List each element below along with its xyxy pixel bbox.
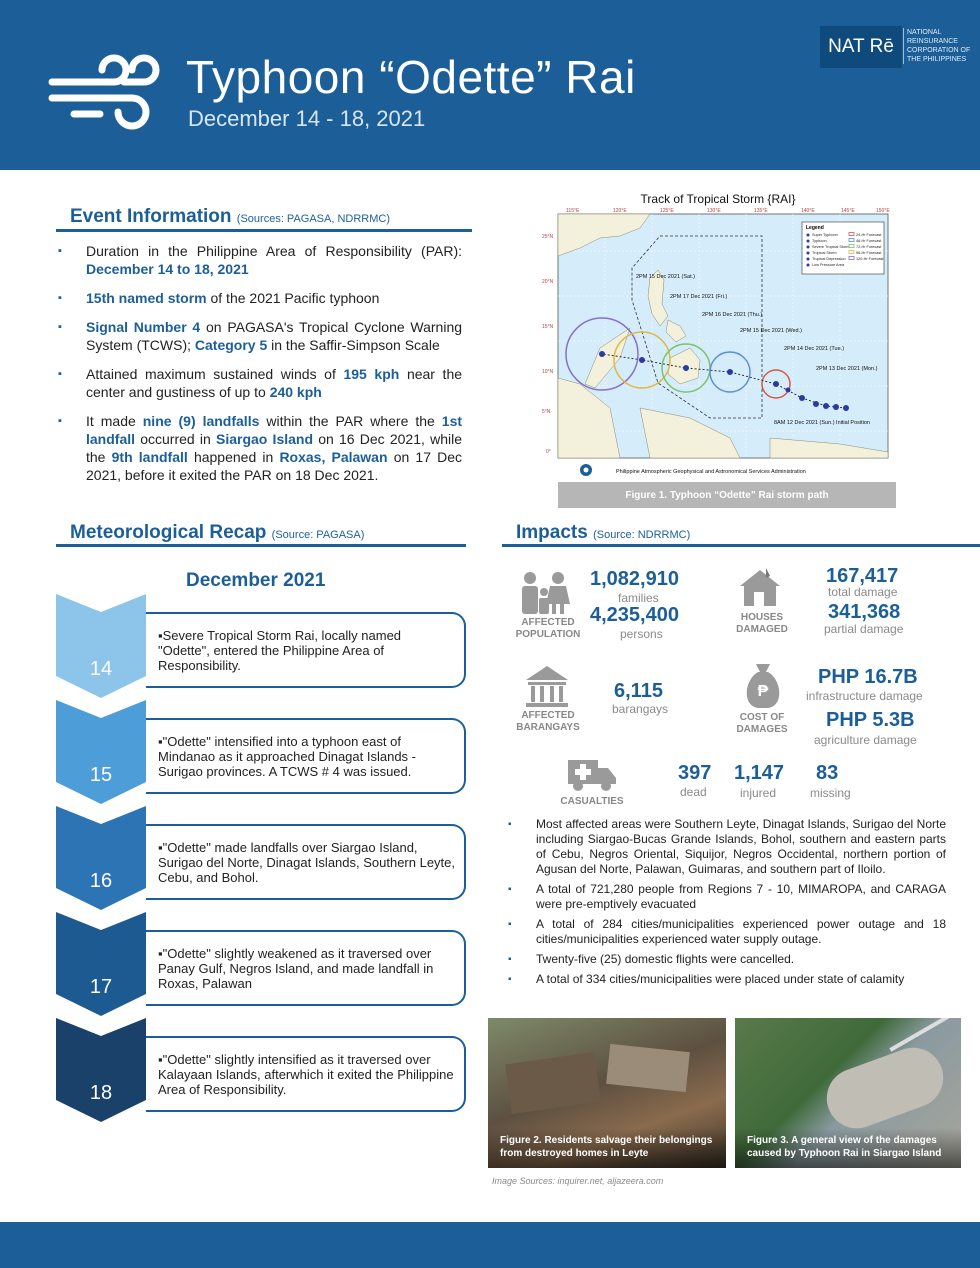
event-bullet-winds: ▪ Attained maximum sustained winds of 195 kph near the center and gustiness of up to 240 kph (58, 365, 462, 401)
persons-label: persons (620, 627, 663, 641)
timeline-entry-text: ▪"Odette" made landfalls over Siargao Island, Surigao del Norte, Dinagat Islands, Southern Leyte, Cebu, and Bohol. (146, 824, 466, 900)
map-credit: Philippine Atmospheric Geophysical and Astronomical Services Administration (616, 469, 806, 475)
figure-3-caption: Figure 3. A general view of the damages caused by Typhoon Rai in Siargao Island (735, 1128, 961, 1168)
barangay-hall-icon (524, 664, 570, 708)
impacts-source: (Source: NDRRMC) (593, 529, 691, 541)
infra-value: PHP 16.7B (818, 666, 918, 688)
timeline-chevron (56, 1018, 146, 1122)
timeline-day: 14 (89, 658, 113, 680)
impacts-list (508, 817, 946, 992)
event-info-sources: (Sources: PAGASA, NDRRMC) (236, 213, 391, 225)
impacts-rule (502, 544, 980, 547)
legend-forecast: 72-Hr Forecast (856, 245, 882, 249)
timeline-entry-text: ▪"Odette" slightly weakened as it traversed over Panay Gulf, Negros Island, and made landfall in Roxas, Palawan (146, 930, 466, 1006)
timeline-day: 17 (89, 976, 113, 998)
map-title: Track of Tropical Storm {RAI} (640, 192, 796, 206)
total-damage-value: 167,417 (826, 565, 899, 587)
lat-label: 20°N (542, 279, 554, 285)
figure-3-photo (735, 1018, 961, 1168)
timeline-entry-text: ▪Severe Tropical Storm Rai, locally named "Odette", entered the Philippine Area of Responsibility. (146, 612, 466, 688)
timeline-day: 16 (89, 870, 113, 892)
event-bullet-landfalls: ▪ It made nine (9) landfalls within the PAR where the 1st landfall occurred in Siargao Island on 16 Dec 2021, while the 9th landfall happened in Roxas, Palawan on 17 Dec 2021, before it exited the PAR on 18 Dec 2021. (58, 412, 462, 484)
map-legend-title: Legend (806, 225, 824, 231)
lon-label: 125°E (660, 208, 674, 214)
peso-sign-icon: ₱ (757, 683, 769, 700)
image-sources: Image Sources: inquirer.net, aljazeera.com (492, 1176, 664, 1186)
legend-item: Super Typhoon (812, 233, 838, 237)
casualties-caption: CASUALTIES (560, 796, 624, 807)
impacts-bullet: ▪ A total of 721,280 people from Regions 7 - 10, MIMAROPA, and CARAGA were pre-emptively evacuated (508, 882, 946, 912)
cost-caption: COST OF DAMAGES (736, 712, 788, 735)
natre-logo-text: NATIONAL REINSURANCE CORPORATION OF THE PHILIPPINES (903, 28, 975, 64)
impacts-title: Impacts (516, 522, 588, 543)
houses-caption: HOUSES DAMAGED (736, 612, 788, 635)
lon-label: 150°E (876, 208, 890, 214)
map-point-label: 2PM 14 Dec 2021 (Tue.) (784, 346, 845, 352)
legend-item: Typhoon (812, 239, 827, 243)
pop-caption: AFFECTED POPULATION (515, 617, 581, 640)
lon-label: 120°E (613, 208, 627, 214)
lon-label: 130°E (707, 208, 721, 214)
partial-damage-label: partial damage (824, 622, 904, 636)
impacts-bullet: ▪ A total of 284 cities/municipalities experienced power outage and 18 cities/municipalities experienced water supply outage. (508, 917, 946, 947)
timeline-chevron (56, 912, 146, 1016)
lat-label: 5°N (542, 409, 551, 415)
timeline-chevron (56, 806, 146, 910)
timeline-chevron (56, 700, 146, 804)
timeline-entry-text: ▪"Odette" slightly intensified as it traversed over Kalayaan Islands, afterwhich it exited the Philippine Area of Responsibility. (146, 1036, 466, 1112)
infra-label: infrastructure damage (806, 689, 923, 703)
legend-item: Tropical Depression (812, 257, 846, 261)
lat-label: 15°N (542, 324, 554, 330)
event-info-title: Event Information (70, 206, 232, 227)
map-point-label: 2PM 13 Dec 2021 (Mon.) (816, 366, 878, 372)
event-info-rule (56, 229, 472, 232)
timeline-day: 18 (89, 1082, 113, 1104)
map-point-label: 8AM 12 Dec 2021 (Sun.) Initial Position (774, 420, 870, 426)
agri-label: agriculture damage (814, 733, 917, 747)
legend-forecast: 24-Hr Forecast (856, 233, 882, 237)
map-point-label: 2PM 17 Dec 2021 (Fri.) (670, 294, 728, 300)
impacts-bullet: ▪ Twenty-five (25) domestic flights were cancelled. (508, 952, 946, 967)
figure-2-photo (488, 1018, 726, 1168)
damaged-house-icon (736, 564, 784, 608)
missing-label: missing (810, 786, 851, 800)
ambulance-icon (566, 752, 618, 792)
family-icon (516, 570, 572, 616)
timeline-entry-text: ▪"Odette" intensified into a typhoon east of Mindanao as it approached Dinagat Islands - Surigao provinces. A TCWS # 4 was issued. (146, 718, 466, 794)
legend-forecast: 48-Hr Forecast (856, 239, 882, 243)
page-title: Typhoon “Odette” Rai (186, 51, 636, 103)
recap-title: Meteorological Recap (70, 522, 267, 543)
missing-value: 83 (816, 762, 839, 784)
legend-item: Tropical Storm (812, 251, 837, 255)
pagasa-logo-icon (580, 464, 592, 476)
lon-label: 135°E (754, 208, 768, 214)
figure-2-caption: Figure 2. Residents salvage their belongings from destroyed homes in Leyte (488, 1128, 726, 1168)
event-bullet-named-storm: ▪ 15th named storm of the 2021 Pacific typhoon (58, 289, 462, 307)
families-label: families (618, 591, 659, 605)
timeline-chevron (56, 594, 146, 698)
map-point-label: 2PM 15 Dec 2021 (Sat.) (636, 274, 696, 280)
dead-label: dead (680, 785, 707, 799)
recap-rule (56, 544, 466, 547)
lat-label: 10°N (542, 369, 554, 375)
barangays-value: 6,115 (614, 680, 663, 702)
partial-damage-value: 341,368 (828, 601, 901, 623)
natre-logo: NAT Rē (820, 26, 902, 68)
lat-label: 25°N (542, 234, 554, 240)
recap-month: December 2021 (186, 570, 326, 591)
map-point-label: 2PM 15 Dec 2021 (Wed.) (740, 328, 802, 334)
injured-value: 1,147 (734, 762, 785, 784)
wind-icon (44, 52, 172, 132)
legend-forecast: 96-Hr Forecast (856, 251, 882, 255)
lon-label: 115°E (566, 208, 580, 214)
impacts-heading (516, 522, 690, 544)
impacts-bullet: ▪ A total of 334 cities/municipalities were placed under state of calamity (508, 972, 946, 987)
injured-label: injured (740, 786, 777, 800)
recap-heading (70, 522, 364, 544)
legend-forecast: 120-Hr Forecast (856, 257, 884, 261)
money-bag-icon (740, 660, 786, 710)
legend-item: Severe Tropical Storm (812, 245, 850, 249)
event-bullet-duration: ▪ Duration in the Philippine Area of Responsibility (PAR): December 14 to 18, 2021 (58, 242, 462, 278)
agri-value: PHP 5.3B (826, 709, 915, 731)
event-info-list (58, 242, 462, 495)
footer-bar (0, 1222, 980, 1268)
total-damage-label: total damage (828, 585, 898, 599)
barangays-label: barangays (612, 702, 669, 716)
event-bullet-signal: ▪ Signal Number 4 on PAGASA's Tropical Cyclone Warning System (TCWS); Category 5 in the Saffir-Simpson Scale (58, 318, 462, 354)
impacts-bullet: ▪ Most affected areas were Southern Leyte, Dinagat Islands, Surigao del Norte including Siargao-Bucas Grande Islands, Bohol, southern and eastern parts of Cebu, Negros Oriental, Siquijor, Negros Occidental, northern portion of Agusan del Norte, Palawan, Guimaras, and southern part of Iloilo. (508, 817, 946, 877)
page-subtitle: December 14 - 18, 2021 (188, 106, 426, 131)
map-point-label: 2PM 16 Dec 2021 (Thu.) (702, 312, 763, 318)
timeline-day: 15 (89, 764, 113, 786)
event-info-heading (70, 206, 390, 228)
storm-track-map (540, 208, 900, 478)
brgy-caption: AFFECTED BARANGAYS (516, 710, 580, 733)
lon-label: 145°E (841, 208, 855, 214)
legend-item: Low Pressure Area (812, 263, 845, 267)
recap-source: (Source: PAGASA) (271, 529, 365, 541)
lat-label: 0° (546, 449, 551, 455)
figure-1-caption: Figure 1. Typhoon “Odette” Rai storm path (558, 482, 896, 508)
dead-value: 397 (678, 762, 712, 784)
persons-value: 4,235,400 (590, 604, 679, 626)
lon-label: 140°E (801, 208, 815, 214)
families-value: 1,082,910 (590, 568, 679, 590)
